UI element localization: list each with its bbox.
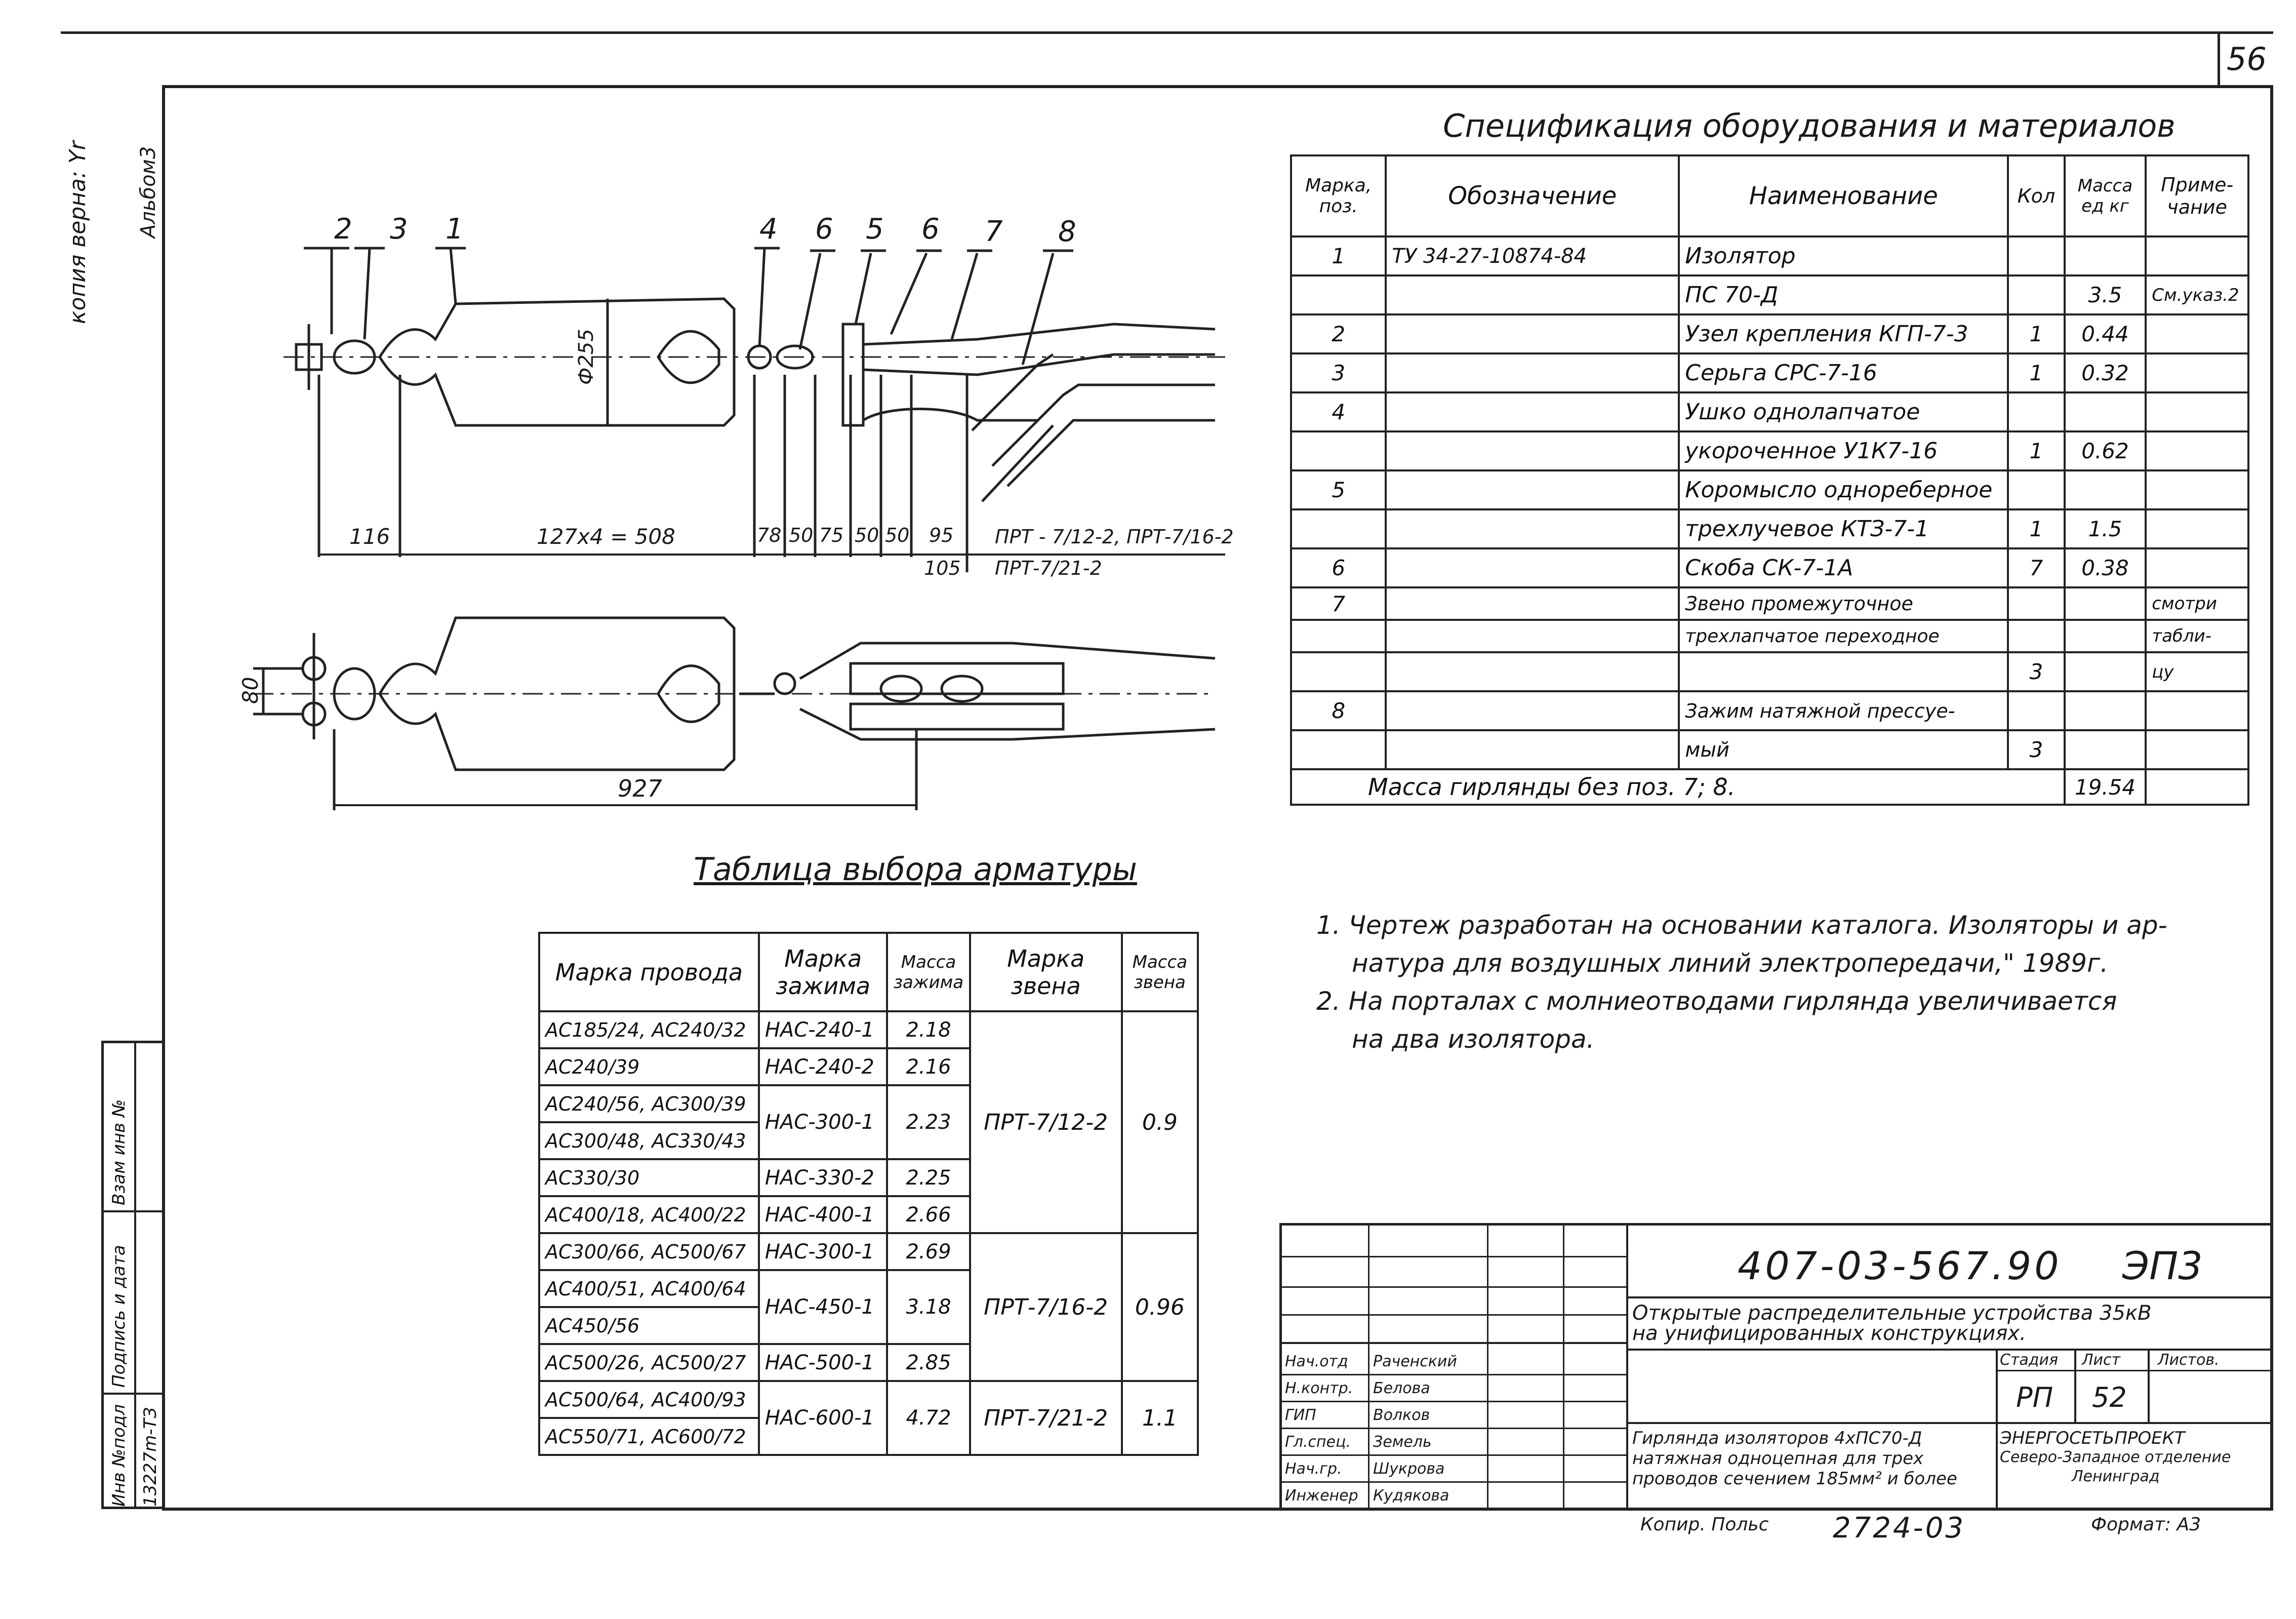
- qty-cell: [2008, 691, 2064, 730]
- mass-cell: [2065, 392, 2146, 431]
- pos-cell: 2: [1291, 314, 1386, 353]
- note-cell: [2146, 236, 2248, 275]
- link-cell: ПРТ-7/12-2: [970, 1011, 1122, 1233]
- code-cell: [1386, 314, 1679, 353]
- name-cell: трехлучевое КТЗ-7-1: [1679, 509, 2008, 548]
- mass-cell: [2065, 691, 2146, 730]
- note-cell: табли-: [2146, 620, 2248, 652]
- header-cell: Масса ед кг: [2065, 155, 2146, 236]
- copied-by: Копир. Польс: [1640, 1514, 1769, 1535]
- stage-header: Лист: [2082, 1351, 2121, 1369]
- header-cell: Масса зажима: [887, 933, 970, 1011]
- note-line: натура для воздушных линий электропередачи," 1989г.: [1352, 949, 2109, 978]
- person-cell: Белова: [1373, 1379, 1430, 1397]
- mass-cell: 2.16: [887, 1048, 970, 1085]
- name-cell: Звено промежуточное: [1679, 587, 2008, 620]
- qty-cell: 1: [2008, 353, 2064, 392]
- side-dimension-label: 80: [238, 677, 263, 704]
- organization-city: Ленинград: [2072, 1468, 2160, 1485]
- header-cell: Марка звена: [970, 933, 1122, 1011]
- pos-cell: 5: [1291, 470, 1386, 509]
- organization-name: ЭНЕРГОСЕТЬПРОЕКТ: [2000, 1428, 2185, 1448]
- signature-grid: [1282, 1226, 1628, 1508]
- organization-branch: Северо-Западное отделение: [2000, 1448, 2231, 1466]
- note-cell: [2146, 730, 2248, 769]
- note-cell: [2146, 548, 2248, 587]
- link-cell: ПРТ-7/16-2: [970, 1233, 1122, 1381]
- link-mass-cell: 0.9: [1122, 1011, 1198, 1233]
- mass-cell: [2065, 236, 2146, 275]
- selection-table: [538, 932, 1199, 1456]
- qty-cell: 1: [2008, 509, 2064, 548]
- pos-cell: [1291, 431, 1386, 470]
- dimension-label: 116: [349, 524, 390, 549]
- header-cell: Приме- чание: [2146, 155, 2248, 236]
- code-cell: [1386, 548, 1679, 587]
- project-title-1: Открытые распределительные устройства 35кВ: [1632, 1301, 2152, 1325]
- role-cell: Нач.отд: [1285, 1353, 1348, 1370]
- code-cell: ТУ 34-27-10874-84: [1386, 236, 1679, 275]
- clamp-cell: НАС-450-1: [759, 1270, 888, 1344]
- wire-cell: АС330/30: [539, 1159, 759, 1196]
- wire-cell: АС185/24, АС240/32: [539, 1011, 759, 1048]
- role-cell: Инженер: [1285, 1487, 1358, 1505]
- role-cell: Н.контр.: [1285, 1379, 1353, 1397]
- code-cell: [1386, 691, 1679, 730]
- pos-cell: [1291, 275, 1386, 314]
- pos-cell: 7: [1291, 587, 1386, 620]
- clamp-label-2: ПРТ-7/21-2: [995, 557, 1102, 579]
- role-cell: Гл.спец.: [1285, 1433, 1351, 1451]
- qty-cell: [2008, 236, 2064, 275]
- header-cell: Наименование: [1679, 155, 2008, 236]
- pos-cell: [1291, 652, 1386, 691]
- sheet-code: ЭП3: [2122, 1243, 2203, 1288]
- header-cell: Кол: [2008, 155, 2064, 236]
- diameter-label: Ф255: [575, 329, 598, 385]
- mass-cell: 2.23: [887, 1085, 970, 1159]
- clamp-cell: НАС-300-1: [759, 1233, 888, 1270]
- sheet-title-3: проводов сечением 185мм² и более: [1632, 1469, 1957, 1489]
- note-cell: смотри: [2146, 587, 2248, 620]
- stage-box: [1996, 1349, 2273, 1422]
- dimension-label: 95: [929, 524, 954, 546]
- pos-cell: 1: [1291, 236, 1386, 275]
- clamp-cell: НАС-600-1: [759, 1381, 888, 1455]
- dimension-label: 50: [855, 524, 879, 546]
- wire-cell: АС300/48, АС330/43: [539, 1122, 759, 1159]
- code-cell: [1386, 470, 1679, 509]
- empty-cell: [2146, 769, 2248, 805]
- clamp-cell: НАС-500-1: [759, 1344, 888, 1381]
- mass-cell: 0.32: [2065, 353, 2146, 392]
- divider: [1996, 1422, 1998, 1508]
- link-mass-cell: 1.1: [1122, 1381, 1198, 1455]
- format-label: Формат: А3: [2091, 1514, 2201, 1535]
- mass-cell: 0.62: [2065, 431, 2146, 470]
- note-cell: цу: [2146, 652, 2248, 691]
- person-cell: Волков: [1373, 1406, 1430, 1424]
- name-cell: [1679, 652, 2008, 691]
- mass-cell: 1.5: [2065, 509, 2146, 548]
- qty-cell: 3: [2008, 730, 2064, 769]
- wire-cell: АС500/26, АС500/27: [539, 1344, 759, 1381]
- wire-cell: АС400/51, АС400/64: [539, 1270, 759, 1307]
- dimension-label: 75: [819, 524, 844, 546]
- qty-cell: [2008, 620, 2064, 652]
- dimension-label: 50: [885, 524, 910, 546]
- pos-cell: 8: [1291, 691, 1386, 730]
- total-dimension-label: 927: [618, 775, 662, 802]
- album-label: Альбом3: [137, 146, 160, 238]
- mass-cell: [2065, 652, 2146, 691]
- link-cell: ПРТ-7/21-2: [970, 1381, 1122, 1455]
- spec-table: [1290, 154, 2249, 806]
- name-cell: укороченное У1К7-16: [1679, 431, 2008, 470]
- name-cell: мый: [1679, 730, 2008, 769]
- note-cell: [2146, 314, 2248, 353]
- code-cell: [1386, 587, 1679, 620]
- header-cell: Обозначение: [1386, 155, 1679, 236]
- note-cell: [2146, 392, 2248, 431]
- code-cell: [1386, 392, 1679, 431]
- clamp-cell: НАС-330-2: [759, 1159, 888, 1196]
- pos-cell: [1291, 509, 1386, 548]
- title-block: [1279, 1223, 2273, 1511]
- note-cell: См.указ.2: [2146, 275, 2248, 314]
- position-label: 3: [390, 213, 408, 246]
- pos-cell: 3: [1291, 353, 1386, 392]
- stage-header: Листов.: [2158, 1351, 2220, 1369]
- clamp-cell: НАС-240-1: [759, 1011, 888, 1048]
- sheet-title-2: натяжная одноцепная для трех: [1632, 1448, 1924, 1469]
- note-cell: [2146, 470, 2248, 509]
- mass-cell: 2.25: [887, 1159, 970, 1196]
- person-cell: Раченский: [1373, 1353, 1457, 1370]
- mass-cell: 2.85: [887, 1344, 970, 1381]
- code-cell: [1386, 353, 1679, 392]
- mass-cell: 3.18: [887, 1270, 970, 1344]
- spec-table-title: Спецификация оборудования и материалов: [1443, 107, 2176, 144]
- document-code: 407-03-567.90: [1738, 1243, 2062, 1288]
- clamp-cell: НАС-400-1: [759, 1196, 888, 1233]
- role-cell: ГИП: [1285, 1406, 1316, 1424]
- position-label: 7: [985, 215, 1003, 248]
- position-label: 4: [759, 213, 778, 246]
- pos-cell: [1291, 730, 1386, 769]
- wire-cell: АС240/39: [539, 1048, 759, 1085]
- clamp-label-1: ПРТ - 7/12-2, ПРТ-7/16-2: [995, 526, 1234, 548]
- qty-cell: 1: [2008, 431, 2064, 470]
- position-label: 2: [334, 213, 352, 246]
- pos-cell: 6: [1291, 548, 1386, 587]
- code-cell: [1386, 431, 1679, 470]
- qty-cell: 3: [2008, 652, 2064, 691]
- position-label: 6: [815, 213, 833, 246]
- mass-cell: 2.69: [887, 1233, 970, 1270]
- note-line: 2. На порталах с молниеотводами гирлянда увеличивается: [1316, 986, 2117, 1016]
- name-cell: трехлапчатое переходное: [1679, 620, 2008, 652]
- name-cell: ПС 70-Д: [1679, 275, 2008, 314]
- code-cell: [1386, 652, 1679, 691]
- mass-cell: 4.72: [887, 1381, 970, 1455]
- mass-cell: 3.5: [2065, 275, 2146, 314]
- position-label: 1: [446, 213, 464, 246]
- name-cell: Зажим натяжной прессуе-: [1679, 691, 2008, 730]
- copy-number: 2724-03: [1833, 1512, 1965, 1545]
- stamp-label-signature: Подпись и дата: [109, 1245, 129, 1388]
- header-cell: Масса звена: [1122, 933, 1198, 1011]
- clamp-cell: НАС-240-2: [759, 1048, 888, 1085]
- stamp-label-inv: Инв №подл: [109, 1404, 129, 1507]
- mass-cell: [2065, 587, 2146, 620]
- total-label: Масса гирлянды без поз. 7; 8.: [1291, 769, 2065, 805]
- position-label: 5: [866, 213, 884, 246]
- pos-cell: [1291, 620, 1386, 652]
- code-cell: [1386, 730, 1679, 769]
- selection-table-title: Таблица выбора арматуры: [694, 851, 1137, 888]
- mass-cell: [2065, 730, 2146, 769]
- stage-header: Стадия: [2000, 1351, 2059, 1369]
- dimension-label: 105: [924, 557, 961, 579]
- divider: [1626, 1422, 2271, 1424]
- qty-cell: [2008, 392, 2064, 431]
- person-cell: Кудякова: [1373, 1487, 1449, 1505]
- wire-cell: АС400/18, АС400/22: [539, 1196, 759, 1233]
- name-cell: Ушко однолапчатое: [1679, 392, 2008, 431]
- position-label: 6: [921, 213, 940, 246]
- qty-cell: 1: [2008, 314, 2064, 353]
- note-cell: [2146, 431, 2248, 470]
- role-cell: Нач.гр.: [1285, 1460, 1342, 1478]
- stage-value: РП: [2016, 1381, 2053, 1413]
- mass-cell: 0.44: [2065, 314, 2146, 353]
- code-cell: [1386, 620, 1679, 652]
- header-cell: Марка провода: [539, 933, 759, 1011]
- person-cell: Земель: [1373, 1433, 1432, 1451]
- wire-cell: АС550/71, АС600/72: [539, 1418, 759, 1455]
- page-number: 56: [2218, 31, 2273, 86]
- qty-cell: 7: [2008, 548, 2064, 587]
- note-cell: [2146, 353, 2248, 392]
- mass-cell: [2065, 470, 2146, 509]
- qty-cell: [2008, 275, 2064, 314]
- position-label: 8: [1058, 215, 1076, 248]
- sheet-title-1: Гирлянда изоляторов 4хПС70-Д: [1632, 1428, 1922, 1448]
- name-cell: Узел крепления КГП-7-3: [1679, 314, 2008, 353]
- signature-rows: [1282, 1349, 1626, 1508]
- code-cell: [1386, 509, 1679, 548]
- dimension-label: 127x4 = 508: [537, 524, 675, 549]
- divider: [1626, 1296, 2271, 1298]
- note-line: 1. Чертеж разработан на основании каталога. Изоляторы и ар-: [1316, 911, 2167, 940]
- name-cell: Изолятор: [1679, 236, 2008, 275]
- note-line: на два изолятора.: [1352, 1024, 1595, 1054]
- mass-cell: 0.38: [2065, 548, 2146, 587]
- stage-value: 52: [2092, 1381, 2127, 1413]
- total-value: 19.54: [2065, 769, 2146, 805]
- note-cell: [2146, 691, 2248, 730]
- header-cell: Марка зажима: [759, 933, 888, 1011]
- side-copy-label: копия верна: Yr: [65, 141, 91, 324]
- mass-cell: 2.18: [887, 1011, 970, 1048]
- name-cell: Серьга СРС-7-16: [1679, 353, 2008, 392]
- qty-cell: [2008, 470, 2064, 509]
- dimension-label: 78: [757, 524, 782, 546]
- qty-cell: [2008, 587, 2064, 620]
- name-cell: Коромысло однореберное: [1679, 470, 2008, 509]
- person-cell: Шукрова: [1373, 1460, 1445, 1478]
- link-mass-cell: 0.96: [1122, 1233, 1198, 1381]
- note-cell: [2146, 509, 2248, 548]
- mass-cell: 2.66: [887, 1196, 970, 1233]
- name-cell: Скоба СК-7-1А: [1679, 548, 2008, 587]
- clamp-cell: НАС-300-1: [759, 1085, 888, 1159]
- header-cell: Марка, поз.: [1291, 155, 1386, 236]
- notes: [1316, 906, 2167, 1058]
- pos-cell: 4: [1291, 392, 1386, 431]
- wire-cell: АС500/64, АС400/93: [539, 1381, 759, 1418]
- code-cell: [1386, 275, 1679, 314]
- stamp-value-inv: 13227m-ТЗ: [140, 1407, 160, 1507]
- stamp-label-replace: Взам инв №: [109, 1099, 129, 1205]
- wire-cell: АС240/56, АС300/39: [539, 1085, 759, 1122]
- wire-cell: АС450/56: [539, 1307, 759, 1344]
- wire-cell: АС300/66, АС500/67: [539, 1233, 759, 1270]
- mass-cell: [2065, 620, 2146, 652]
- dimension-label: 50: [789, 524, 814, 546]
- project-title-2: на унифицированных конструкциях.: [1632, 1322, 2026, 1345]
